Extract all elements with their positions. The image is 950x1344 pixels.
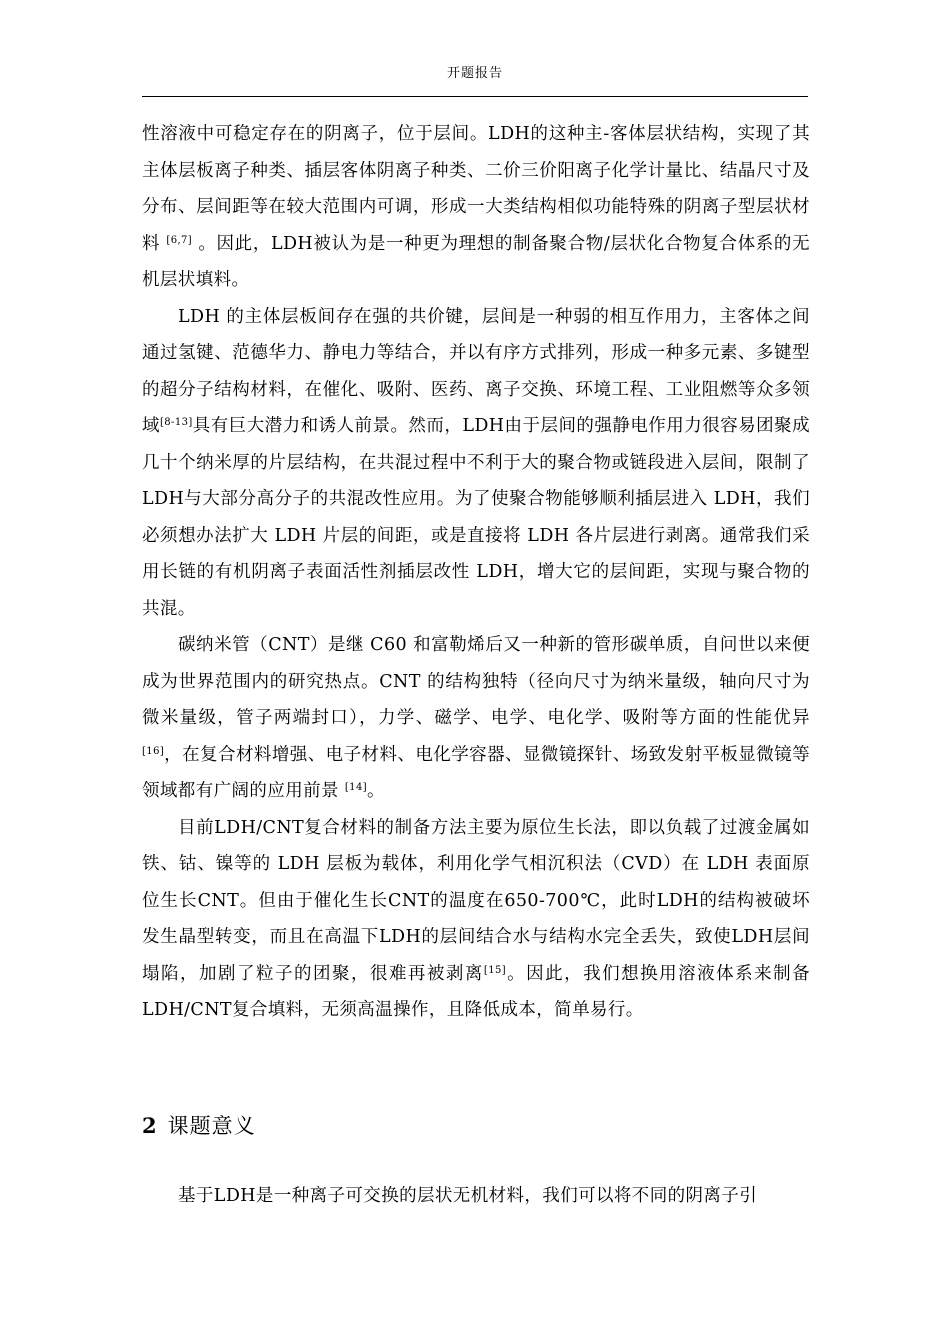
section-heading	[142, 1108, 256, 1144]
text-run: 具有巨大潜力和诱人前景。然而，LDH由于层间的强静电作用力很容易团聚成几十个纳米厚的片层结构，在共混过程中不利于大的聚合物或链段进入层间，限制了LDH与大部分高分子的共混改性应用。为了使聚合物能够顺利插层进入 LDH，我们必须想办法扩大 LDH 片层的间距，或是直接将 LDH 各片层进行剥离。通常我们采用长链的有机阴离子表面活性剂插层改性 LDH，增大它的层间距，实现与聚合物的共混。	[142, 416, 810, 619]
text-run: 性溶液中可稳定存在的阴离子，位于层间。LDH的这种主-客体层状结构，实现了其主体层板离子种类、插层客体阴离子种类、二价三价阳离子化学计量比、结晶尺寸及分布、层间距等在较大范围内可调，形成一大类结构相似功能特殊的阴离子型层状材料	[142, 124, 810, 254]
paragraph-1	[142, 116, 810, 299]
text-run: 。因此，LDH被认为是一种更为理想的制备聚合物/层状化合物复合体系的无机层状填料。	[142, 233, 810, 290]
text-run: LDH 的主体层板间存在强的共价键，层间是一种弱的相互作用力，主客体之间通过氢键、范德华力、静电力等结合，并以有序方式排列，形成一种多元素、多键型的超分子结构材料，在催化、吸附、医药、离子交换、环境工程、工业阻燃等众多领域	[142, 306, 810, 436]
citation-ref: [8-13]	[159, 417, 193, 428]
section-number: 2	[142, 1113, 158, 1138]
paragraph-4	[142, 810, 810, 1029]
section-title: 课题意义	[167, 1114, 256, 1138]
text-run: 目前LDH/CNT复合材料的制备方法主要为原位生长法，即以负载了过渡金属如铁、钴、镍等的 LDH 层板为载体，利用化学气相沉积法（CVD）在 LDH 表面原位生长CNT。但由于催化生长CNT的温度在650-700℃，此时LDH的结构被破坏发生晶型转变，而且在高温下LDH的层间结合水与结构水完全丢失，致使LDH层间塌陷，加剧了粒子的团聚，很难再被剥离	[142, 817, 810, 984]
text-run: ，在复合材料增强、电子材料、电化学容器、显微镜探针、场致发射平板显微镜等领域都有广阔的应用前景	[142, 744, 810, 801]
citation-ref: [15]	[483, 964, 507, 976]
page-header	[142, 62, 808, 97]
text-run: 。	[367, 781, 385, 801]
section-body	[142, 1178, 810, 1215]
citation-ref: [6,7]	[166, 234, 193, 246]
body-text	[142, 116, 810, 1029]
text-run: 碳纳米管（CNT）是继 C60 和富勒烯后又一种新的管形碳单质，自问世以来便成为世界范围内的研究热点。CNT 的结构独特（径向尺寸为纳米量级，轴向尺寸为微米量级，管子两端封口），力学、磁学、电学、电化学、吸附等方面的性能优异	[142, 635, 810, 728]
citation-ref: [14]	[344, 782, 368, 793]
citation-ref: [16]	[142, 745, 165, 757]
section-paragraph: 基于LDH是一种离子可交换的层状无机材料，我们可以将不同的阴离子引	[178, 1186, 758, 1206]
paragraph-3	[142, 627, 810, 810]
text-run: 。因此，我们想换用溶液体系来制备LDH/CNT复合填料，无须高温操作，且降低成本，简单易行。	[142, 963, 810, 1020]
header-title: 开题报告	[446, 66, 503, 81]
paragraph-2	[142, 299, 810, 628]
